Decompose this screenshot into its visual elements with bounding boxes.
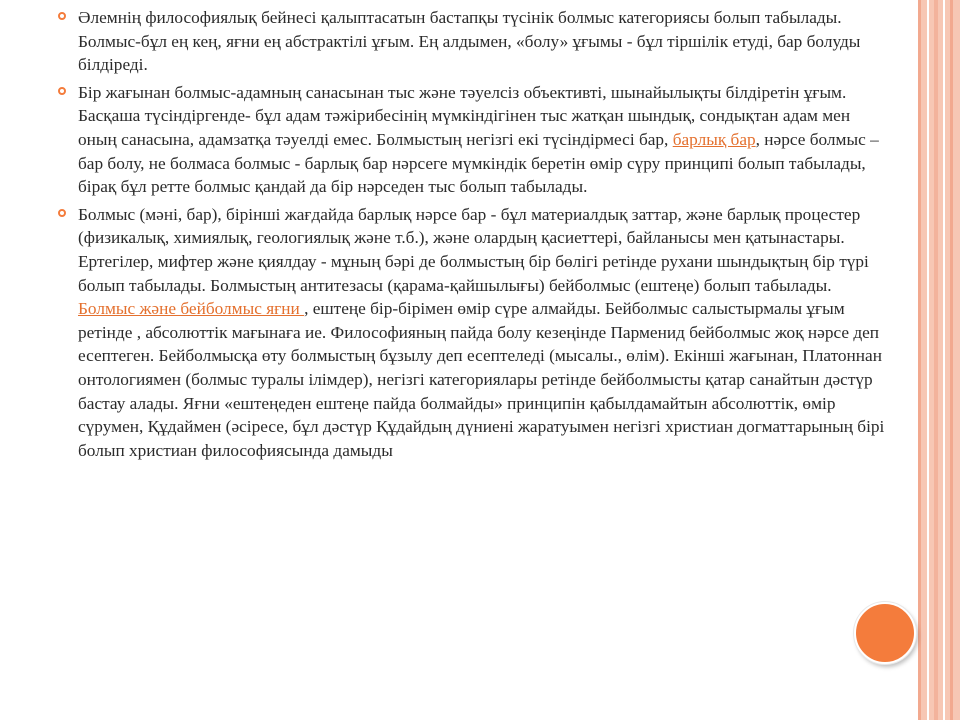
bullet-icon	[58, 87, 66, 95]
link-bolmys-zhane-beibolmys[interactable]: Болмыс және бейболмыс яғни	[78, 299, 305, 319]
slide-body	[58, 6, 888, 466]
paragraph-text: Әлемнің философиялық бейнесі қалыптасатын бастапқы түсінік болмыс категориясы болып табылады. Болмыс-бұл ең кең, яғни ең абстрактілі ұғым. Ең алдымен, «болу» ұғымы - бұл тіршілік етуді, бар болуды білдіреді.	[78, 8, 861, 75]
stripe	[934, 0, 938, 720]
stripe	[927, 0, 929, 720]
paragraph-3	[58, 203, 888, 463]
paragraph-text: , ештеңе бір-бірімен өмір сүре алмайды. Бейболмыс салыстырмалы ұғым ретінде , абсолюттік мағынаға ие. Философияның пайда болу кезеңінде Парменид бейболмыс жоқ нәрсе деп есептеген. Бейболмысқа өту болмыстың бұзылу деп есептеледі (мысалы., өлім). Екінші жағынан, Платоннан онтологиямен (болмыс туралы ілімдер), негізгі категориялары ретінде бейболмысты қатар санайтын дәстүр бастау алады. Яғни «ештеңеден ештеңе пайда болмайды» принципін қабылдамайтын абсолюттік, өмір сүрумен, Құдаймен (әсіресе, бұл дәстүр Құдайдың дүниені жаратуымен негізгі христиан догматтарының бірі болып христиан философиясында дамыды	[78, 299, 885, 460]
decorative-stripes	[918, 0, 960, 720]
link-barlyq-bar[interactable]: барлық бар	[672, 129, 756, 149]
stripe	[950, 0, 953, 720]
bullet-icon	[58, 209, 66, 217]
paragraph-1	[58, 6, 888, 77]
stripe	[918, 0, 921, 720]
paragraph-text: Болмыс (мәні, бар), бірінші жағдайда барлық нәрсе бар - бұл материалдық заттар, және барлық процестер (физикалық, химиялық, геологиялық және т.б.), және олардың қасиеттері, байланысы мен қатынастары. Ертегілер, мифтер және қиялдау - мұның бәрі де болмыстың бір бөлігі ретінде рухани шындықтың бір түрі болып табылады. Болмыстың антитезасы (қарама-қайшылығы) бейболмыс (ештеңе) болып табылады.	[78, 204, 869, 295]
paragraph-text: , нәрсе болмыс – бар болу, не болмаса болмыс - барлық бар нәрсеге мүмкіндік беретін өмір сүру принципі болып табылады, бірақ бұл ретте болмыс қандай да бір нәрседен тыс болып табылады.	[78, 129, 879, 197]
bullet-icon	[58, 12, 66, 20]
paragraph-text: Бір жағынан болмыс-адамның санасынан тыс және тәуелсіз объективті, шынайылықты білдіретін ұғым. Басқаша түсіндіргенде- бұл адам тәжірибесінің мүмкіндігінен тыс жатқан шындық, сондықтан адам мен оның санасына, адамзатқа тәуелді емес. Болмыстың негізгі екі түсіндірмесі бар,	[78, 82, 851, 149]
stripe	[943, 0, 945, 720]
decorative-circle	[854, 602, 916, 664]
paragraph-2	[58, 81, 888, 199]
